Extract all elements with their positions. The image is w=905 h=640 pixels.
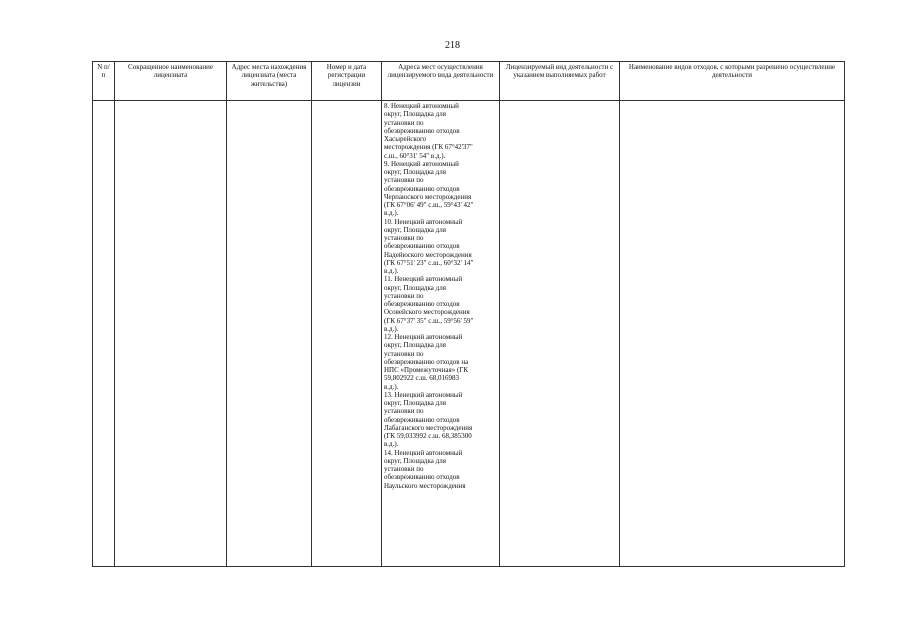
- cell-activity-type: [500, 101, 620, 567]
- header-activity-addresses: Адреса мест осуществления лицензируемого вида деятельности: [382, 62, 500, 101]
- header-license-reg: Номер и дата регистрации лицензии: [312, 62, 382, 101]
- address-entry-10: 10. Ненецкий автономный округ, Площадка для установки по обезвреживанию отходов Надейюского месторождения (ГК 67°51' 23" с.ш., 60°32' 14" в.д.).: [384, 217, 474, 275]
- address-entry-14: 14. Ненецкий автономный округ, Площадка для установки по обезвреживанию отходов Наульского месторождения: [384, 448, 466, 490]
- address-entry-11: 11. Ненецкий автономный округ, Площадка для установки по обезвреживанию отходов Осовейского месторождения (ГК 67°37' 35" с.ш., 59°56' 59" в.д.).: [384, 275, 474, 333]
- address-entry-12: 12. Ненецкий автономный округ, Площадка для установки по обезвреживанию отходов на НПС «Промежуточная» (ГК 59,802922 с.ш. 68,016983 в.д.).: [384, 333, 469, 391]
- address-entry-13: 13. Ненецкий автономный округ, Площадка для установки по обезвреживанию отходов Лабаганского месторождения (ГК 59,033992 с.ш. 68,385300 в.д.).: [384, 390, 473, 449]
- cell-waste-types: [620, 101, 845, 567]
- header-number: N п/ п: [93, 62, 115, 101]
- address-entry-9: 9. Ненецкий автономный округ, Площадка для установки по обезвреживанию отходов Черпаюского месторождения (ГК 67°06' 49" с.ш., 59°43' 42" в.д.).: [384, 159, 474, 218]
- cell-activity-addresses: [382, 101, 500, 567]
- address-entry-8: 8. Ненецкий автономный округ, Площадка для установки по обезвреживанию отходов Хасырейского месторождения (ГК 67°42'37" с.ш., 60°31' 54" в.д.).: [384, 102, 473, 160]
- cell-licensee: [115, 101, 227, 567]
- header-licensee-address: Адрес места нахождения лицензиата (места жительства): [227, 62, 312, 101]
- header-waste-types: Наименование видов отходов, с которыми разрешено осуществление деятельности: [620, 62, 845, 101]
- license-table: [92, 61, 845, 567]
- cell-license-reg: [312, 101, 382, 567]
- header-licensee: Сокращенное наименование лицензиата: [115, 62, 227, 101]
- page-number: 218: [445, 40, 460, 51]
- cell-licensee-address: [227, 101, 312, 567]
- cell-number: [93, 101, 115, 567]
- table-header-row: [93, 62, 845, 101]
- header-activity-type: Лицензируемый вид деятельности с указанием выполняемых работ: [500, 62, 620, 101]
- table-row: [93, 101, 845, 567]
